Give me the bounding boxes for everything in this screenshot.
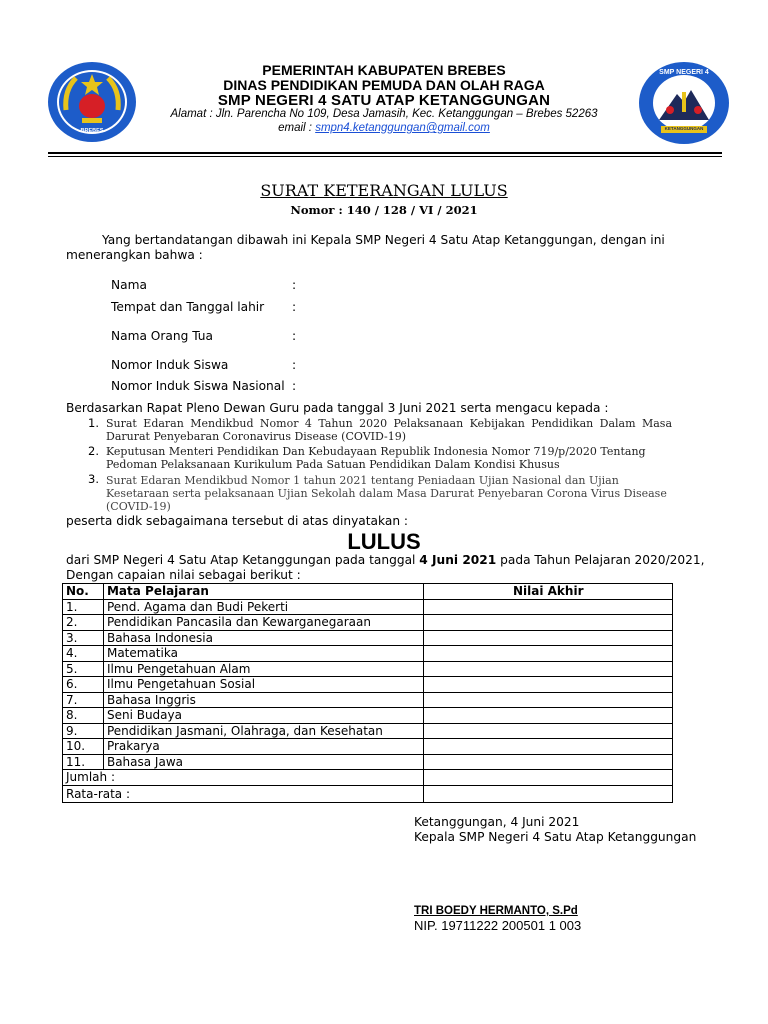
table-row bbox=[63, 646, 673, 662]
table-row bbox=[63, 661, 673, 677]
ref-2-line-1: Keputusan Menteri Pendidikan Dan Kebudayaan Republik Indonesia Nomor 719/p/2020 Tentang bbox=[106, 445, 646, 458]
average-label: Rata-rata : bbox=[63, 785, 424, 802]
table-row bbox=[63, 708, 673, 724]
result-lulus: LULUS bbox=[347, 529, 421, 554]
row-subject: Bahasa Inggris bbox=[103, 692, 424, 708]
total-score-cell bbox=[424, 770, 673, 786]
row-subject: Seni Budaya bbox=[103, 708, 424, 724]
row-score-cell bbox=[424, 754, 673, 770]
field-sep-birth: : bbox=[292, 300, 297, 314]
table-row bbox=[63, 615, 673, 631]
signatory-name: TRI BOEDY HERMANTO, S.Pd bbox=[414, 905, 578, 917]
row-no: 11. bbox=[63, 754, 104, 770]
row-no: 4. bbox=[63, 646, 104, 662]
row-subject: Pend. Agama dan Budi Pekerti bbox=[103, 599, 424, 615]
average-score-cell bbox=[424, 785, 673, 802]
table-row bbox=[63, 739, 673, 755]
row-no: 7. bbox=[63, 692, 104, 708]
field-sep-parent: : bbox=[292, 329, 297, 343]
field-sep-name: : bbox=[292, 278, 297, 292]
intro-line-1: Yang bertandatangan dibawah ini Kepala SMP Negeri 4 Satu Atap Ketanggungan, dengan ini bbox=[102, 233, 665, 247]
average-row bbox=[63, 785, 673, 802]
row-score-cell bbox=[424, 723, 673, 739]
header-address: Alamat : Jln. Parencha No 109, Desa Jamasih, Kec. Ketanggungan – Brebes 52263 bbox=[170, 108, 598, 120]
row-subject: Pendidikan Jasmani, Olahraga, dan Kesehatan bbox=[103, 723, 424, 739]
row-no: 5. bbox=[63, 661, 104, 677]
declared-text: peserta didk sebagaimana tersebut di atas dinyatakan : bbox=[66, 514, 409, 528]
header-score: Nilai Akhir bbox=[424, 584, 673, 600]
ref-2-text bbox=[106, 445, 672, 471]
row-subject: Prakarya bbox=[103, 739, 424, 755]
table-row bbox=[63, 630, 673, 646]
field-sep-nis: : bbox=[292, 358, 297, 372]
header-subject: Mata Pelajaran bbox=[103, 584, 424, 600]
table-row bbox=[63, 692, 673, 708]
row-score-cell bbox=[424, 646, 673, 662]
row-score-cell bbox=[424, 599, 673, 615]
header-department: DINAS PENDIDIKAN PEMUDA DAN OLAH RAGA bbox=[223, 77, 545, 93]
header-school: SMP NEGERI 4 SATU ATAP KETANGGUNGAN bbox=[217, 92, 551, 109]
ref-3-text bbox=[106, 474, 672, 513]
document-number: Nomor : 140 / 128 / VI / 2021 bbox=[290, 203, 478, 217]
table-row bbox=[63, 677, 673, 693]
row-subject: Ilmu Pengetahuan Sosial bbox=[103, 677, 424, 693]
row-score-cell bbox=[424, 661, 673, 677]
ref-2-number: 2. bbox=[88, 444, 99, 458]
row-no: 2. bbox=[63, 615, 104, 631]
field-label-parent: Nama Orang Tua bbox=[111, 329, 213, 343]
letterhead-rule-thin bbox=[48, 156, 722, 157]
email-label: email : bbox=[278, 122, 312, 134]
row-score-cell bbox=[424, 692, 673, 708]
from-line bbox=[66, 553, 705, 567]
achievement-text: Dengan capaian nilai sebagai berikut : bbox=[66, 568, 301, 582]
ref-3-line-1: Surat Edaran Mendikbud Nomor 1 tahun 2021 tentang Peniadaan Ujian Nasional dan Ujian bbox=[106, 474, 619, 487]
row-no: 1. bbox=[63, 599, 104, 615]
document-title: SURAT KETERANGAN LULUS bbox=[260, 181, 508, 200]
left-logo-text: BREBES bbox=[80, 128, 104, 134]
ref-3-line-3: (COVID-19) bbox=[106, 500, 171, 513]
row-score-cell bbox=[424, 708, 673, 724]
row-score-cell bbox=[424, 615, 673, 631]
field-label-nis: Nomor Induk Siswa bbox=[111, 358, 229, 372]
row-subject: Pendidikan Pancasila dan Kewarganegaraan bbox=[103, 615, 424, 631]
table-row bbox=[63, 599, 673, 615]
row-subject: Bahasa Indonesia bbox=[103, 630, 424, 646]
total-label: Jumlah : bbox=[63, 770, 424, 786]
header-email-line bbox=[0, 122, 768, 134]
signature-position: Kepala SMP Negeri 4 Satu Atap Ketanggungan bbox=[414, 830, 697, 844]
row-score-cell bbox=[424, 677, 673, 693]
ref-1-line-1: Surat Edaran Mendikbud Nomor 4 Tahun 2020 Pelaksanaan Kebijakan Pendidikan Dalam Masa bbox=[106, 417, 672, 430]
row-score-cell bbox=[424, 630, 673, 646]
row-no: 10. bbox=[63, 739, 104, 755]
signature-place-date: Ketanggungan, 4 Juni 2021 bbox=[414, 815, 580, 829]
row-subject: Bahasa Jawa bbox=[103, 754, 424, 770]
from-post: pada Tahun Pelajaran 2020/2021, bbox=[496, 553, 705, 567]
row-subject: Ilmu Pengetahuan Alam bbox=[103, 661, 424, 677]
row-no: 3. bbox=[63, 630, 104, 646]
field-label-name: Nama bbox=[111, 278, 147, 292]
field-label-nisn: Nomor Induk Siswa Nasional bbox=[111, 379, 285, 393]
table-row bbox=[63, 754, 673, 770]
row-no: 9. bbox=[63, 723, 104, 739]
right-logo-banner: KETANGGUNGAN bbox=[664, 126, 704, 131]
intro-line-2: menerangkan bahwa : bbox=[66, 248, 203, 262]
table-header-row bbox=[63, 584, 673, 600]
signatory-nip: NIP. 19711222 200501 1 003 bbox=[414, 918, 582, 933]
field-sep-nisn: : bbox=[292, 379, 297, 393]
grades-table bbox=[62, 583, 673, 803]
header-no: No. bbox=[63, 584, 104, 600]
table-row bbox=[63, 723, 673, 739]
basis-text: Berdasarkan Rapat Pleno Dewan Guru pada tanggal 3 Juni 2021 serta mengacu kepada : bbox=[66, 401, 609, 415]
ref-3-number: 3. bbox=[88, 472, 99, 486]
letterhead-rule-thick bbox=[48, 152, 722, 154]
row-subject: Matematika bbox=[103, 646, 424, 662]
ref-2-line-2: Pedoman Pelaksanaan Kurikulum Pada Satuan Pendidikan Dalam Kondisi Khusus bbox=[106, 458, 560, 471]
ref-1-line-2: Darurat Penyebaran Coronavirus Disease (COVID-19) bbox=[106, 430, 407, 443]
ref-1-text bbox=[106, 417, 672, 443]
graduation-date: 4 Juni 2021 bbox=[419, 553, 497, 567]
row-no: 8. bbox=[63, 708, 104, 724]
total-row bbox=[63, 770, 673, 786]
row-no: 6. bbox=[63, 677, 104, 693]
right-logo-text: SMP NEGERI 4 bbox=[659, 69, 709, 76]
ref-3-line-2: Kesetaraan serta pelaksanaan Ujian Sekolah dalam Masa Darurat Penyebaran Corona Virus Disease bbox=[106, 487, 667, 500]
ref-1-number: 1. bbox=[88, 416, 99, 430]
row-score-cell bbox=[424, 739, 673, 755]
email-link[interactable]: smpn4.ketanggungan@gmail.com bbox=[315, 122, 490, 134]
field-label-birth: Tempat dan Tanggal lahir bbox=[111, 300, 265, 314]
from-pre: dari SMP Negeri 4 Satu Atap Ketanggungan pada tanggal bbox=[66, 553, 420, 567]
header-government: PEMERINTAH KABUPATEN BREBES bbox=[262, 62, 506, 78]
